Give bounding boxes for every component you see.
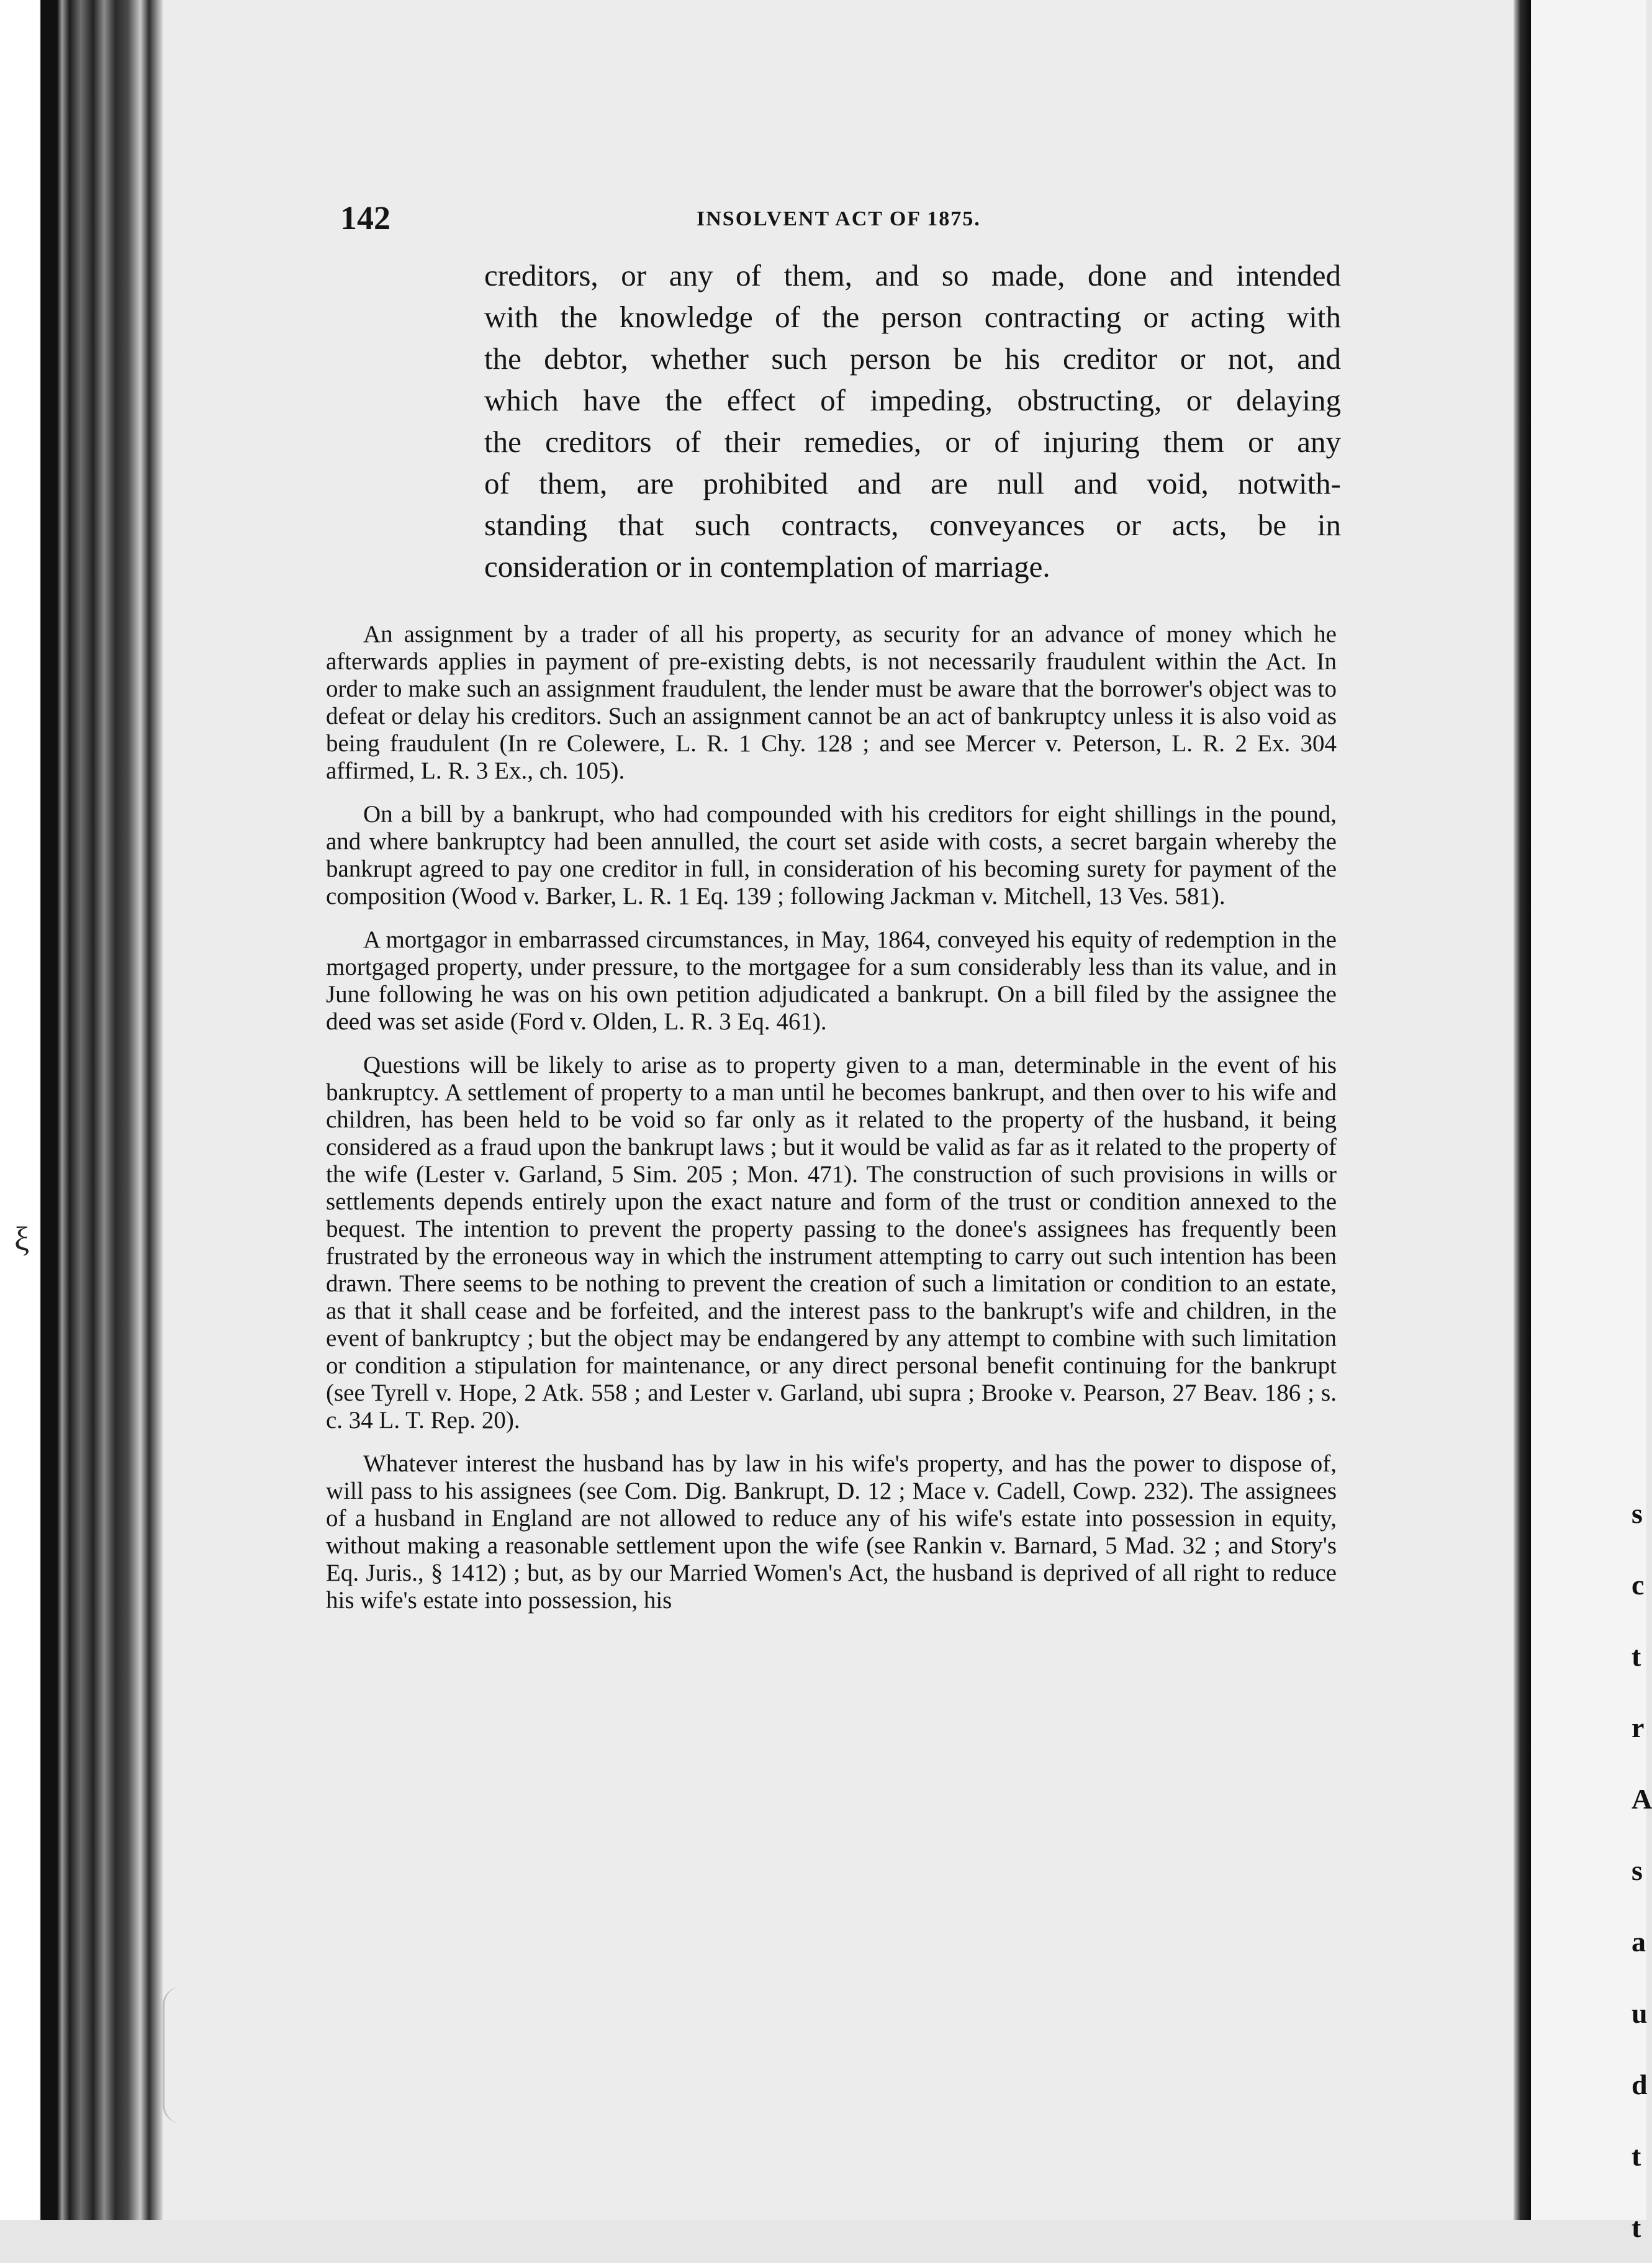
edge-letter: t — [1632, 2140, 1641, 2172]
commentary-paragraph: Whatever interest the husband has by law in his wife's property, and has the power to dispose of, will pass to his assignees (see Com. Dig. Bankrupt, D. 12 ; Mace v. Cadell, Cowp. 232). The assignees of a husband in England are not allowed to reduce any of his wife's estate into possession in equity, without making a reasonable settlement upon the wife (see Rankin v. Barnard, 5 Mad. 32 ; and Story's Eq. Juris., § 1412) ; but, as by our Married Women's Act, the husband is deprived of all right to reduce his wife's estate into possession, his — [326, 1450, 1337, 1614]
edge-letter: s — [1632, 1854, 1643, 1886]
edge-letter: r — [1632, 1712, 1645, 1743]
statute-line: standing that such contracts, conveyances or acts, be in — [484, 508, 1341, 542]
commentary-paragraph: On a bill by a bankrupt, who had compounded with his creditors for eight shillings in the pound, and where bankruptcy had been annulled, the court set aside with costs, a secret bargain whereby the bankrupt agreed to pay one creditor in full, in consideration of his becoming surety for payment of the composition (Wood v. Barker, L. R. 1 Eq. 139 ; following Jackman v. Mitchell, 13 Ves. 581). — [326, 801, 1337, 910]
commentary-paragraph: Questions will be likely to arise as to property given to a man, determinable in the event of his bankruptcy. A settlement of property to a man until he becomes bankrupt, and then over to his wife and children, has been held to be void so far only as it related to the property of the husband, it being considered as a fraud upon the bankrupt laws ; but it would be valid as far as it related to the property of the wife (Lester v. Garland, 5 Sim. 205 ; Mon. 471). The construction of such provisions in wills or settlements depends entirely upon the exact nature and form of the trust or condition annexed to the bequest. The intention to prevent the property passing to the donee's assignees has frequently been frustrated by the erroneous way in which the instrument attempting to carry out such intention has been drawn. There seems to be nothing to prevent the creation of such a limitation or condition to an estate, as that it shall cease and be forfeited, and the interest pass to the bankrupt's wife and children, in the event of bankruptcy ; but the object may be endangered by any attempt to combine with such limitation or condition a stipulation for maintenance, or any direct personal benefit continuing for the bankrupt (see Tyrell v. Hope, 2 Atk. 558 ; and Lester v. Garland, ubi supra ; Brooke v. Pearson, 27 Beav. 186 ; s. c. 34 L. T. Rep. 20). — [326, 1052, 1337, 1434]
margin-fold-mark: ξ — [14, 1220, 30, 1257]
edge-letter: a — [1632, 1926, 1646, 1958]
edge-letter: t — [1632, 1640, 1641, 1672]
paper-stain — [163, 1987, 202, 2123]
statute-line: the creditors of their remedies, or of injuring them or any — [484, 425, 1341, 459]
statute-line: which have the effect of impeding, obstructing, or delaying — [484, 383, 1341, 417]
page-gutter-shadow — [1514, 0, 1531, 2220]
running-head: INSOLVENT ACT OF 1875. — [697, 207, 981, 230]
page-number: 142 — [340, 199, 390, 237]
commentary-paragraph: A mortgagor in embarrassed circumstances, in May, 1864, conveyed his equity of redemption in the mortgaged property, under pressure, to the mortgagee for a sum considerably less than its value, and in June following he was on his own petition adjudicated a bankrupt. On a bill filed by the assignee the deed was set aside (Ford v. Olden, L. R. 3 Eq. 461). — [326, 926, 1337, 1035]
statute-line: of them, are prohibited and are null and void, notwith- — [484, 466, 1341, 500]
adjacent-page-letters — [1632, 1478, 1652, 2263]
statute-line: creditors, or any of them, and so made, done and intended — [484, 258, 1341, 292]
edge-letter: c — [1632, 1569, 1645, 1601]
statute-line: the debtor, whether such person be his creditor or not, and — [484, 341, 1341, 376]
statute-line: consideration or in contemplation of marriage. — [484, 549, 1050, 584]
edge-letter: t — [1632, 2211, 1641, 2243]
statute-text — [484, 255, 1341, 587]
edge-letter: A — [1632, 1783, 1652, 1815]
statute-line: with the knowledge of the person contracting or acting with — [484, 300, 1341, 334]
edge-letter: u — [1632, 1997, 1648, 2029]
commentary-paragraph: An assignment by a trader of all his property, as security for an advance of money which he afterwards applies in payment of pre-existing debts, is not necessarily fraudulent within the Act. In order to make such an assignment fraudulent, the lender must be aware that the borrower's object was to defeat or delay his creditors. Such an assignment cannot be an act of bankruptcy unless it is also void as being fraudulent (In re Colewere, L. R. 1 Chy. 128 ; and see Mercer v. Peterson, L. R. 2 Ex. 304 affirmed, L. R. 3 Ex., ch. 105). — [326, 621, 1337, 784]
edge-letter: d — [1632, 2069, 1648, 2100]
adjacent-page-edge — [1531, 0, 1652, 2220]
edge-letter: s — [1632, 1497, 1643, 1529]
book-binding-edge — [0, 0, 163, 2220]
commentary-notes — [326, 621, 1337, 1630]
